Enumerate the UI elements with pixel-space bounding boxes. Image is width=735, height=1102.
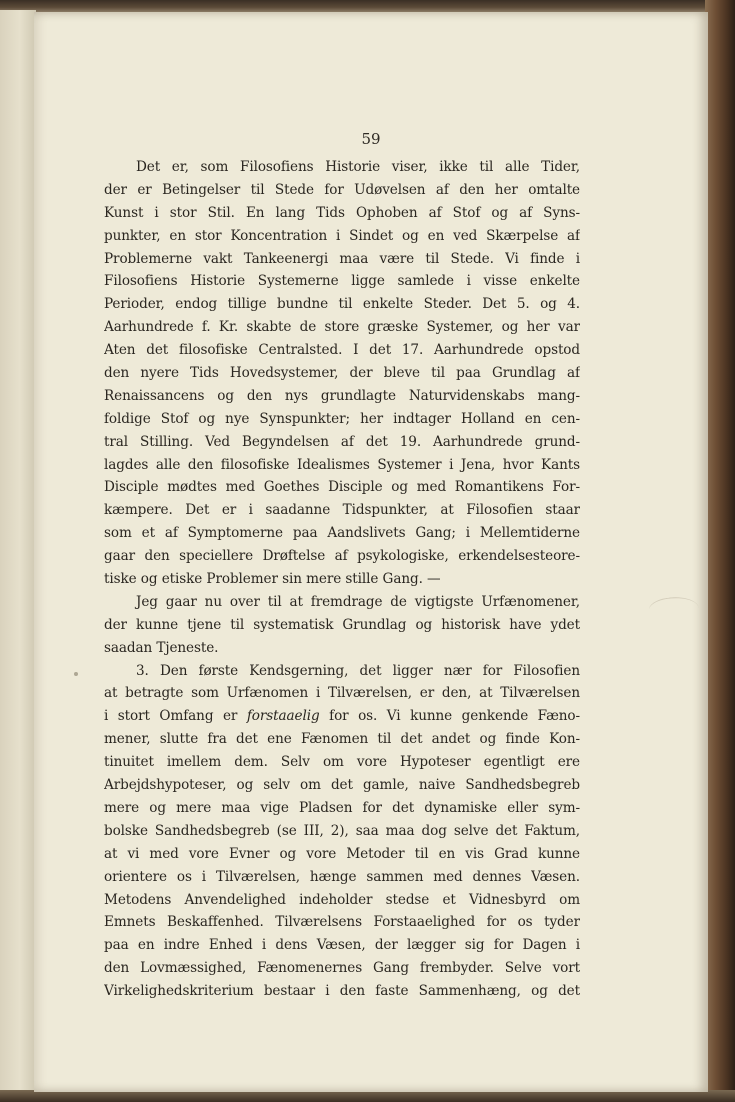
book-binding-spine [705,0,735,1102]
book-top-edge [0,0,735,12]
text-line: at vi med vore Evner og vore Metoder til en vis Grad kunne [104,845,580,862]
text-line: paa en indre Enhed i dens Væsen, der lægger sig for Dagen i [104,937,580,954]
text-line: lagdes alle den filosofiske Idealismes Systemer i Jena, hvor Kants [104,456,580,473]
paper-smudge [648,594,701,626]
text-line: Emnets Beskaffenhed. Tilværelsens Forstaaelighed for os tyder [104,914,580,931]
text-line: saadan Tjeneste. [104,639,219,656]
text-line: Det er, som Filosofiens Historie viser, ikke til alle Tider, [136,159,580,175]
text-line: Disciple mødtes med Goethes Disciple og med Romantikens For- [104,479,580,496]
text-line: Arbejdshypoteser, og selv om det gamle, naive Sandhedsbegreb [104,777,580,794]
text-line: Renaissancens og den nys grundlagte Naturvidenskabs mang- [104,387,580,404]
page-paper [34,12,708,1092]
text-line: tiske og etiske Problemer sin mere stille Gang. — [104,571,441,588]
text-line: den nyere Tids Hovedsystemer, der bleve til paa Grundlag af [104,365,580,382]
text-line: kæmpere. Det er i saadanne Tidspunkter, at Filosofien staar [104,502,580,519]
text-line: der kunne tjene til systematisk Grundlag og historisk have ydet [104,616,580,633]
text-line: tral Stilling. Ved Begyndelsen af det 19. Aarhundrede grund- [104,433,580,450]
page-number: 59 [361,130,381,148]
text-line: Aarhundrede f. Kr. skabte de store græske Systemer, og her var [104,319,580,336]
text-line: punkter, en stor Koncentration i Sindet og en ved Skærpelse af [104,227,580,244]
text-line: mere og mere maa vige Pladsen for det dynamiske eller sym- [104,799,580,816]
text-line: bolske Sandhedsbegreb (se III, 2), saa maa dog selve det Faktum, [104,822,580,839]
text-fragment: i stort Omfang er [104,708,247,725]
text-line [104,705,580,728]
text-line: orientere os i Tilværelsen, hænge sammen med dennes Væsen. [104,868,580,885]
text-line: Perioder, endog tillige bundne til enkelte Steder. Det 5. og 4. [104,296,580,313]
text-line: Metodens Anvendelighed indeholder stedse et Vidnesbyrd om [104,891,580,908]
paper-speck [74,672,78,676]
italic-emphasis: forstaaelig [246,708,320,725]
text-line: den Lovmæssighed, Fænomenernes Gang frembyder. Selve vort [104,960,580,977]
body-text [104,156,580,1003]
text-line: gaar den speciellere Drøftelse af psykologiske, erkendelsesteore- [104,548,580,565]
text-line: der er Betingelser til Stede for Udøvelsen af den her omtalte [104,181,580,198]
text-line: som et af Symptomerne paa Aandslivets Gang; i Mellemtiderne [104,525,580,542]
text-line: Aten det filosofiske Centralsted. I det 17. Aarhundrede opstod [104,342,580,359]
previous-page-edge [0,10,36,1092]
text-line: Kunst i stor Stil. En lang Tids Ophoben af Stof og af Syns- [104,204,580,221]
text-line: Problemerne vakt Tankeenergi maa være til Stede. Vi finde i [104,250,580,267]
text-line: Virkelighedskriterium bestaar i den faste Sammenhæng, og det [104,983,580,1000]
text-line: 3. Den første Kendsgerning, det ligger nær for Filosofien [136,662,580,679]
text-line: mener, slutte fra det ene Fænomen til det andet og finde Kon- [104,731,580,748]
text-line: Filosofiens Historie Systemerne ligge samlede i visse enkelte [104,273,580,290]
text-line: tinuitet imellem dem. Selv om vore Hypoteser egentligt ere [104,754,580,771]
text-line: foldige Stof og nye Synspunkter; her indtager Holland en cen- [104,410,580,427]
text-line: at betragte som Urfænomen i Tilværelsen, er den, at Tilværelsen [104,685,580,702]
text-fragment: for os. Vi kunne genkende Fæno- [319,708,580,725]
text-line: Jeg gaar nu over til at fremdrage de vigtigste Urfænomener, [136,593,580,610]
